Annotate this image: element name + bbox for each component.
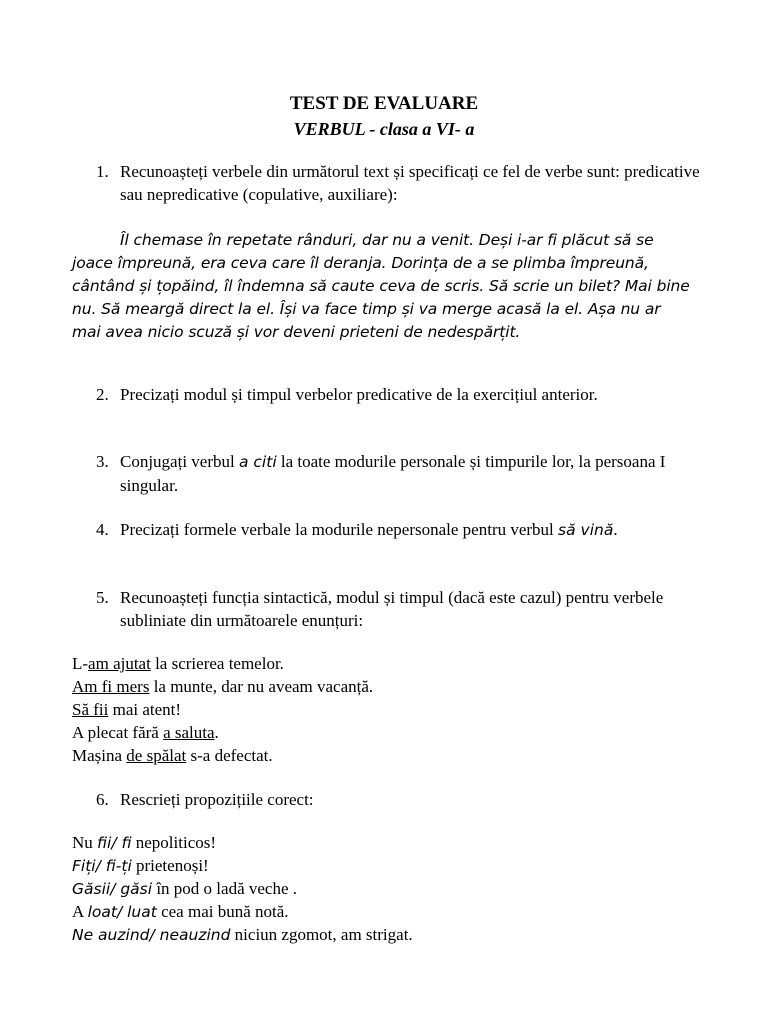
question-5-text: Recunoașteți funcția sintactică, modul și timpul (dacă este cazul) pentru verbele subliniate din următoarele enunțuri: [120, 588, 664, 630]
sentence-4 [72, 721, 692, 744]
sentence-2 [72, 675, 692, 698]
sentence-1-post: la scrierea temelor. [150, 654, 284, 673]
choice-4-options: loat/ luat [87, 903, 157, 921]
question-1 [96, 160, 706, 206]
choice-5-post: niciun zgomot, am strigat. [230, 925, 413, 944]
page-subtitle: VERBUL - clasa a VI- a [293, 119, 475, 139]
question-4-text [120, 518, 706, 542]
question-4-verb: să vină [558, 521, 614, 539]
question-1-number: 1. [96, 162, 109, 181]
sentence-3 [72, 698, 692, 721]
sentence-1-pre: L- [72, 654, 89, 673]
sentence-3-underlined-verb: Să fii [72, 700, 109, 719]
question-6 [96, 788, 706, 811]
question-2 [96, 383, 706, 406]
question-3-post: la toate modurile personale și timpurile lor, la persoana I singular. [120, 452, 666, 495]
passage-text: Îl chemase în repetate rânduri, dar nu a venit. Deși i-ar fi plăcut să se joace împreună, era ceva care îl deranja. Dorința de a se plimba împreună, cântând și țopăind, îl îndemna să caute ceva de scris. Să scrie un bilet? Mai bine nu. Să meargă direct la el. Își va face timp și va merge acasă la el. Așa nu ar mai avea nicio scuză și vor deveni prieteni de nedespărțit. [72, 231, 690, 341]
choice-4 [72, 900, 692, 923]
question-3 [96, 450, 706, 497]
question-2-number: 2. [96, 385, 109, 404]
choice-1-options: fii/ fi [97, 834, 132, 852]
sentence-2-underlined-verb: Am fi mers [72, 677, 150, 696]
choice-5-options: Ne auzind/ neauzind [72, 926, 231, 944]
sentence-4-underlined-verb: a saluta [163, 723, 215, 742]
question-4 [96, 518, 706, 542]
question-6-text: Rescrieți propozițiile corect: [120, 790, 314, 809]
choice-3-options: Găsii/ găsi [72, 880, 153, 898]
question-3-number: 3. [96, 452, 109, 471]
reading-passage [72, 229, 692, 344]
choice-3 [72, 877, 692, 900]
question-3-text [120, 450, 706, 497]
sentence-4-pre: A plecat fără [72, 723, 164, 742]
sentence-1 [72, 652, 692, 675]
choice-1-pre: Nu [72, 833, 98, 852]
question-4-number: 4. [96, 520, 109, 539]
choice-4-post: cea mai bună notă. [156, 902, 289, 921]
sentence-4-post: . [214, 723, 219, 742]
question-2-text: Precizați modul și timpul verbelor predicative de la exercițiul anterior. [120, 385, 598, 404]
sentence-5-pre: Mașina [72, 746, 127, 765]
choice-list [72, 831, 692, 946]
sentence-2-post: la munte, dar nu aveam vacanță. [149, 677, 374, 696]
question-4-pre: Precizați formele verbale la modurile nepersonale pentru verbul [120, 520, 559, 539]
question-1-text: Recunoașteți verbele din următorul text și specificați ce fel de verbe sunt: predicative sau nepredicative (copulative, auxiliare): [120, 162, 700, 204]
choice-2 [72, 854, 692, 877]
question-5 [96, 586, 706, 632]
choice-2-post: prietenoși! [131, 856, 209, 875]
sentence-5 [72, 744, 692, 767]
question-4-post: . [613, 520, 618, 539]
choice-4-pre: A [72, 902, 88, 921]
choice-5 [72, 923, 692, 946]
question-6-number: 6. [96, 790, 109, 809]
sentence-1-underlined-verb: am ajutat [88, 654, 151, 673]
question-3-pre: Conjugați verbul [120, 452, 239, 471]
sentence-5-underlined-verb: de spălat [126, 746, 187, 765]
sentence-list [72, 652, 692, 767]
choice-1 [72, 831, 692, 854]
sentence-5-post: s-a defectat. [186, 746, 273, 765]
sentence-3-post: mai atent! [108, 700, 182, 719]
question-3-verb: a citi [238, 453, 277, 471]
choice-1-post: nepoliticos! [131, 833, 217, 852]
choice-2-options: Fiți/ fi-ți [72, 857, 132, 875]
choice-3-post: în pod o ladă veche . [152, 879, 298, 898]
question-5-number: 5. [96, 588, 109, 607]
page-title: TEST DE EVALUARE [289, 93, 479, 114]
